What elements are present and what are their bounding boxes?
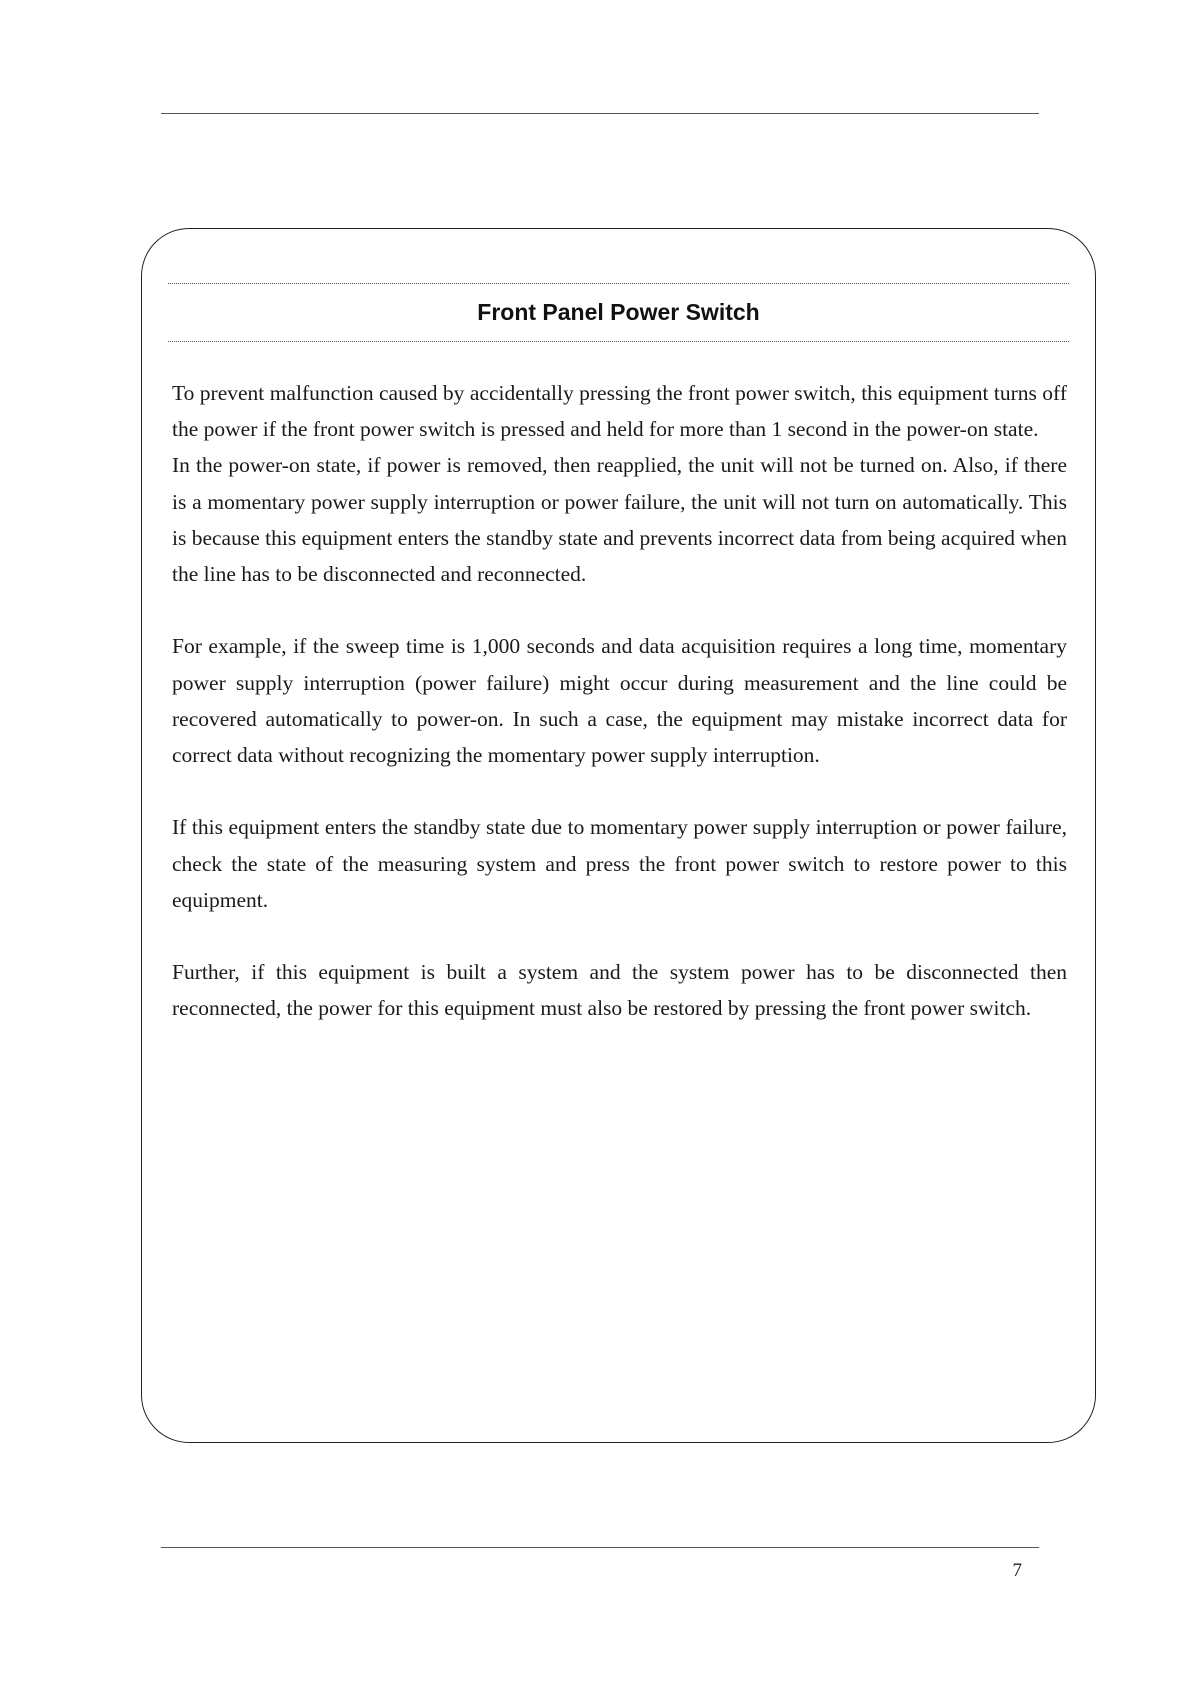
footer-rule bbox=[161, 1547, 1039, 1548]
header-rule bbox=[161, 113, 1039, 114]
panel-body bbox=[172, 375, 1067, 1027]
title-top-dotted-rule bbox=[168, 283, 1069, 284]
note-panel bbox=[141, 228, 1096, 1443]
paragraph: Further, if this equipment is built a system and the system power has to be disconnected then reconnected, the power for this equipment must also be restored by pressing the front power switch. bbox=[172, 960, 1067, 1021]
paragraph: In the power-on state, if power is removed, then reapplied, the unit will not be turned on. Also, if there is a momentary power supply interruption or power failure, the unit will not turn on automatically. This is because this equipment enters the standby state and prevents incorrect data from being acquired when the line has to be disconnected and reconnected. bbox=[172, 453, 1067, 587]
page-number: 7 bbox=[1012, 1560, 1022, 1581]
paragraph: To prevent malfunction caused by accidentally pressing the front power switch, this equipment turns off the power if the front power switch is pressed and held for more than 1 second in the power-on state. bbox=[172, 381, 1067, 442]
paragraph: If this equipment enters the standby state due to momentary power supply interruption or power failure, check the state of the measuring system and press the front power switch to restore power to this equipment. bbox=[172, 815, 1067, 912]
title-bottom-dotted-rule bbox=[168, 341, 1069, 342]
panel-title: Front Panel Power Switch bbox=[477, 299, 760, 325]
paragraph: For example, if the sweep time is 1,000 seconds and data acquisition requires a long time, momentary power supply interruption (power failure) might occur during measurement and the line could be recovered automatically to power-on. In such a case, the equipment may mistake incorrect data for correct data without recognizing the momentary power supply interruption. bbox=[172, 634, 1067, 768]
